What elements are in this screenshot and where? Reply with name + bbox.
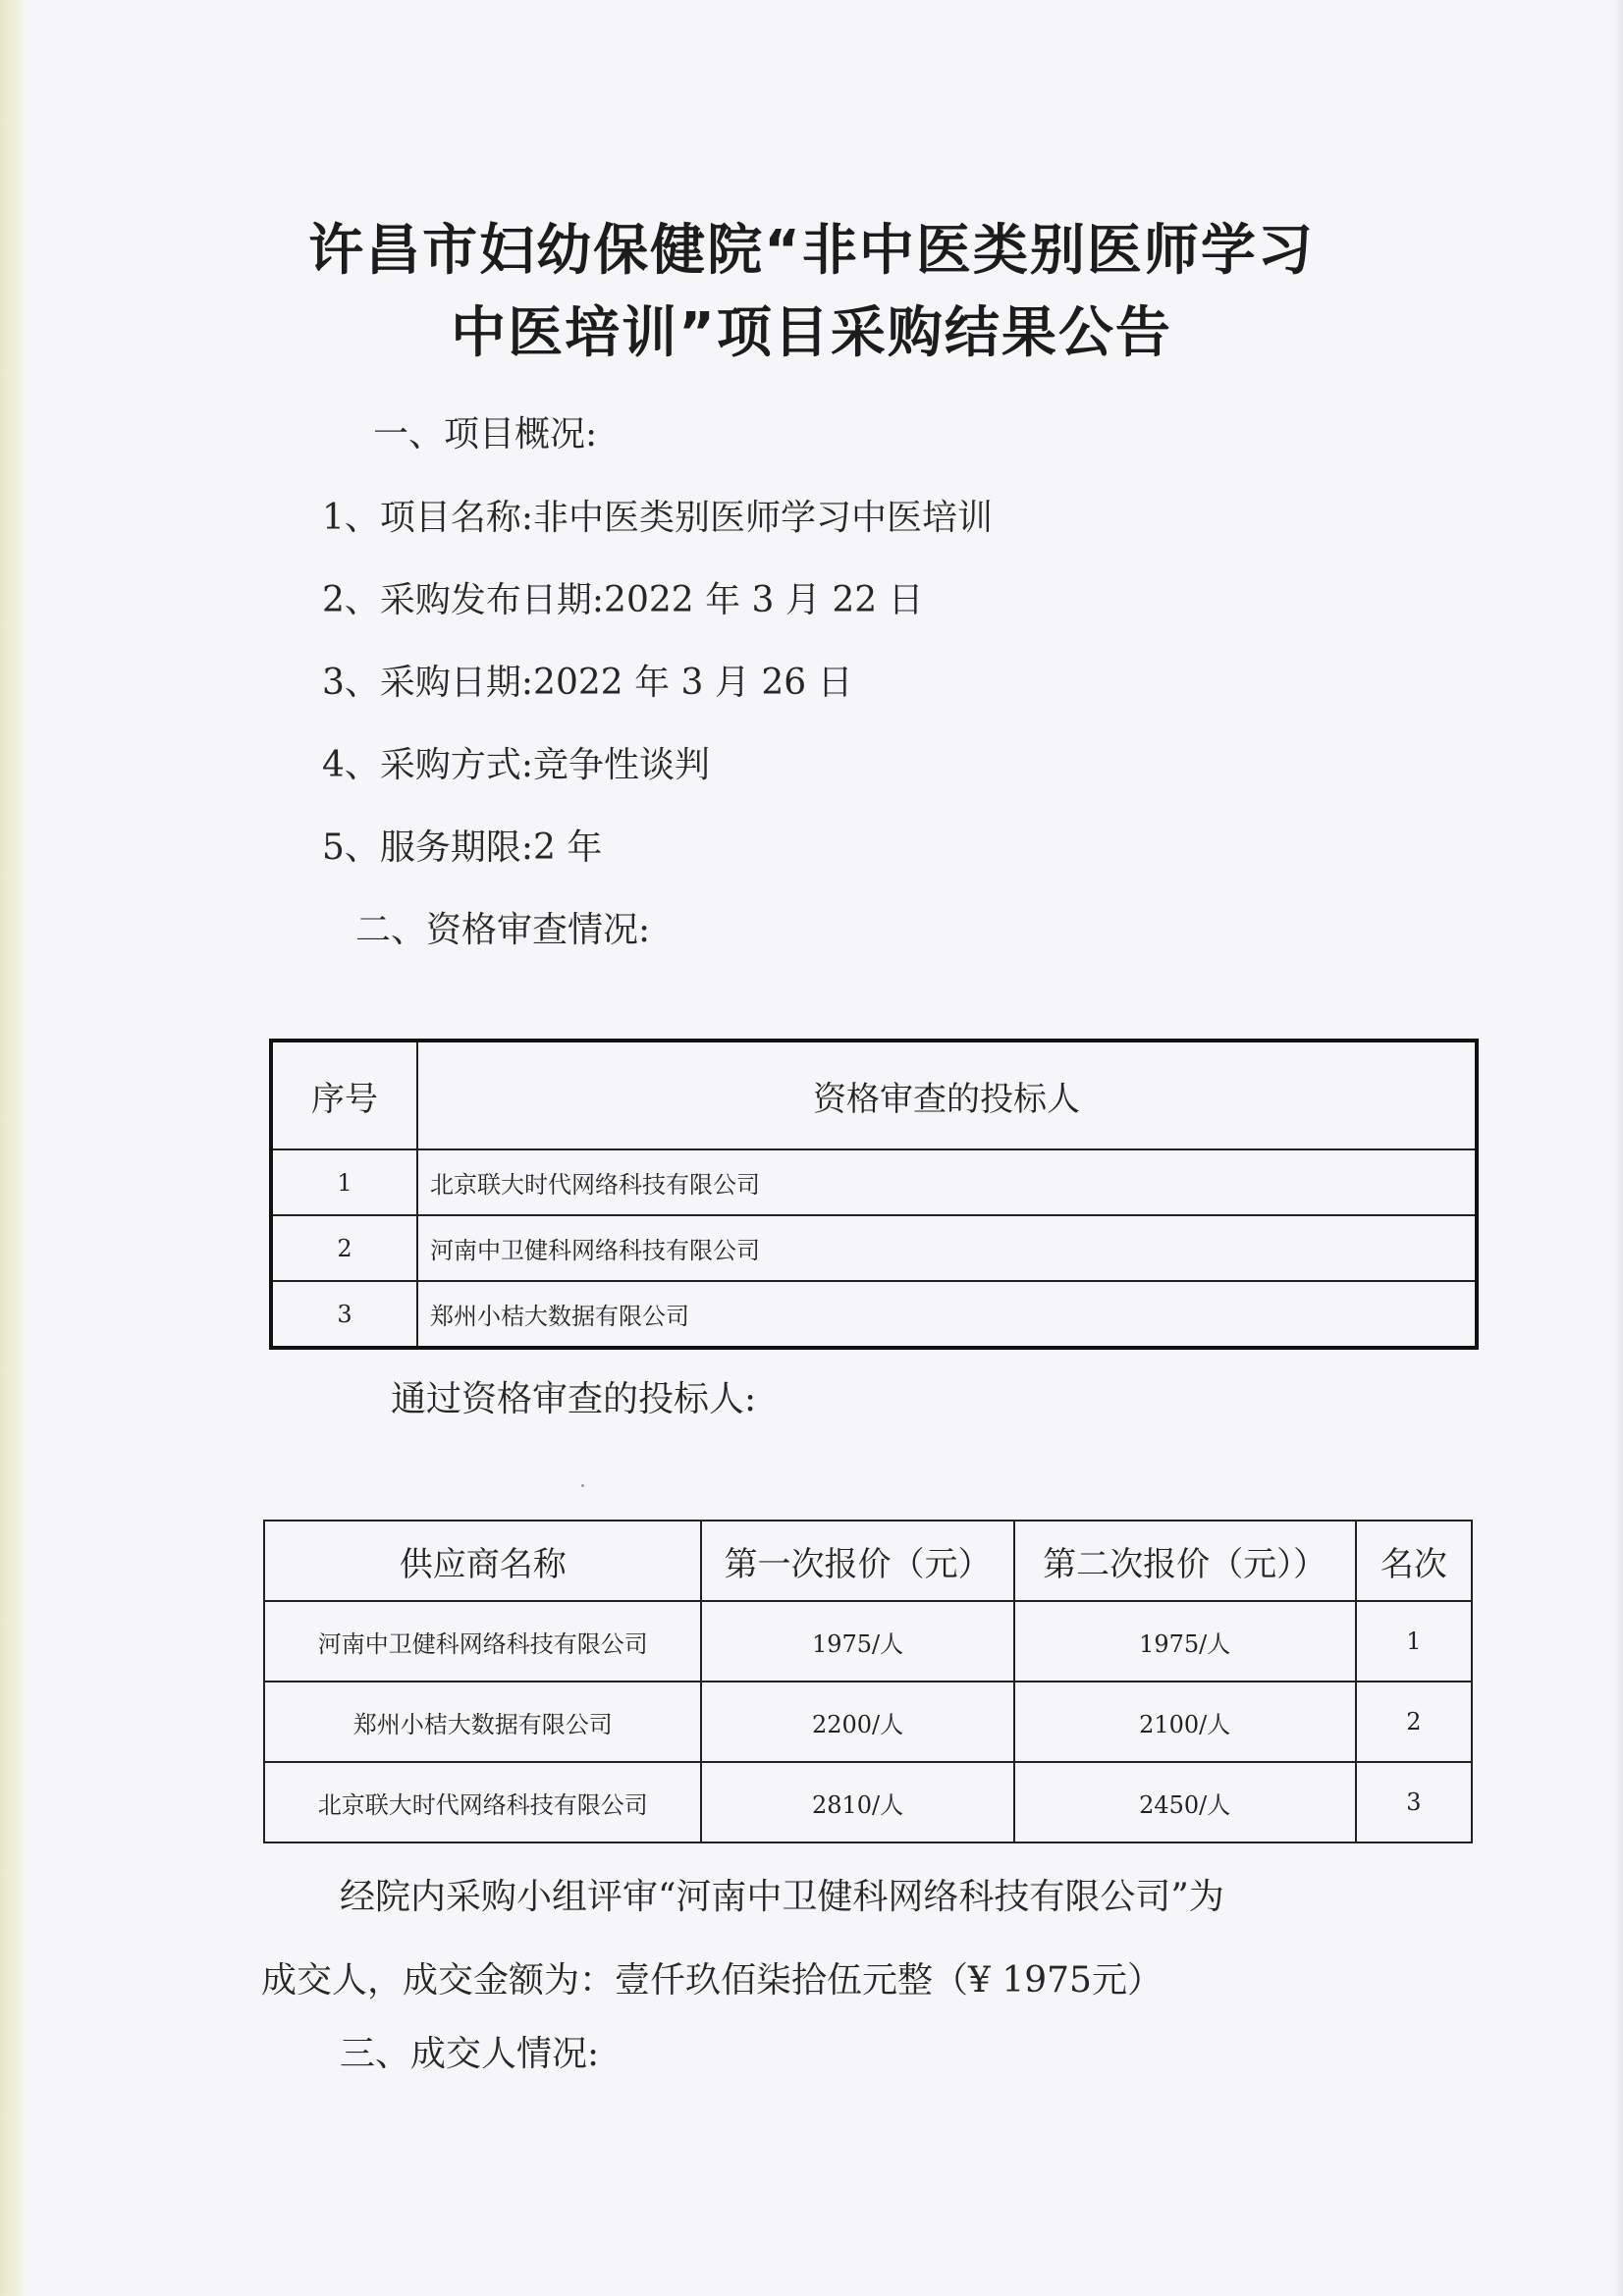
result-paragraph-line-2: 成交人，成交金额为：壹仟玖佰柒拾伍元整（¥ 1975元） (261, 1960, 1163, 2001)
row-number: 3 (271, 1281, 417, 1348)
table-row (271, 1149, 1477, 1215)
section-1-heading: 一、项目概况: (373, 414, 598, 454)
overview-item-release-date (322, 580, 924, 620)
overview-item-label: 3、采购日期: (322, 663, 534, 703)
second-quote: 2450/人 (1014, 1762, 1356, 1842)
table-row (264, 1682, 1472, 1762)
table-header-row (271, 1041, 1477, 1149)
first-quote: 2810/人 (701, 1762, 1013, 1842)
section-2-heading: 二、资格审查情况: (355, 910, 651, 950)
rank: 3 (1356, 1762, 1472, 1842)
supplier-name: 北京联大时代网络科技有限公司 (264, 1762, 701, 1842)
overview-item-value: 非中医类别医师学习中医培训 (533, 498, 994, 538)
overview-item-value: 竞争性谈判 (533, 745, 711, 785)
overview-item-purchase-method (322, 745, 711, 785)
overview-item-project-name (322, 498, 994, 538)
bidder-name: 郑州小桔大数据有限公司 (417, 1281, 1477, 1348)
column-header-first-quote: 第一次报价（元） (701, 1521, 1013, 1601)
document-title-line-2: 中医培训”项目采购结果公告 (451, 301, 1172, 365)
supplier-name: 郑州小桔大数据有限公司 (264, 1682, 701, 1762)
overview-item-value: 2022 年 3 月 26 日 (533, 663, 853, 703)
scan-speck (581, 1484, 584, 1487)
column-header-rank: 名次 (1356, 1521, 1472, 1601)
column-header-number: 序号 (271, 1041, 417, 1149)
table-row (264, 1601, 1472, 1682)
row-number: 1 (271, 1149, 417, 1215)
document-title-line-1: 许昌市妇幼保健院“非中医类别医师学习 (308, 219, 1315, 283)
passed-bidders-heading: 通过资格审查的投标人: (391, 1379, 757, 1419)
second-quote: 1975/人 (1014, 1601, 1356, 1682)
table-header-row (264, 1521, 1472, 1601)
row-number: 2 (271, 1215, 417, 1281)
overview-item-label: 1、项目名称: (322, 498, 534, 538)
table-row (271, 1215, 1477, 1281)
section-3-heading: 三、成交人情况: (340, 2034, 600, 2074)
overview-item-service-period (322, 830, 602, 866)
column-header-second-quote: 第二次报价（元）） (1014, 1521, 1356, 1601)
overview-item-value: 2022 年 3 月 22 日 (604, 580, 924, 620)
overview-item-label: 5、服务期限: (322, 828, 534, 868)
overview-item-value: 2 年 (533, 828, 603, 868)
overview-item-purchase-date (322, 663, 853, 703)
first-quote: 1975/人 (701, 1601, 1013, 1682)
table-row (264, 1762, 1472, 1842)
rank: 2 (1356, 1682, 1472, 1762)
bidder-name: 河南中卫健科网络科技有限公司 (417, 1215, 1477, 1281)
overview-item-label: 4、采购方式: (322, 745, 534, 785)
bid-table (263, 1520, 1473, 1843)
rank: 1 (1356, 1601, 1472, 1682)
column-header-supplier: 供应商名称 (264, 1521, 701, 1601)
overview-item-label: 2、采购发布日期: (322, 580, 605, 620)
second-quote: 2100/人 (1014, 1682, 1356, 1762)
result-paragraph-line-1: 经院内采购小组评审“河南中卫健科网络科技有限公司”为 (340, 1877, 1224, 1917)
qualification-table (269, 1039, 1479, 1350)
bidder-name: 北京联大时代网络科技有限公司 (417, 1149, 1477, 1215)
supplier-name: 河南中卫健科网络科技有限公司 (264, 1601, 701, 1682)
table-row (271, 1281, 1477, 1348)
first-quote: 2200/人 (701, 1682, 1013, 1762)
column-header-bidder: 资格审查的投标人 (417, 1041, 1477, 1149)
